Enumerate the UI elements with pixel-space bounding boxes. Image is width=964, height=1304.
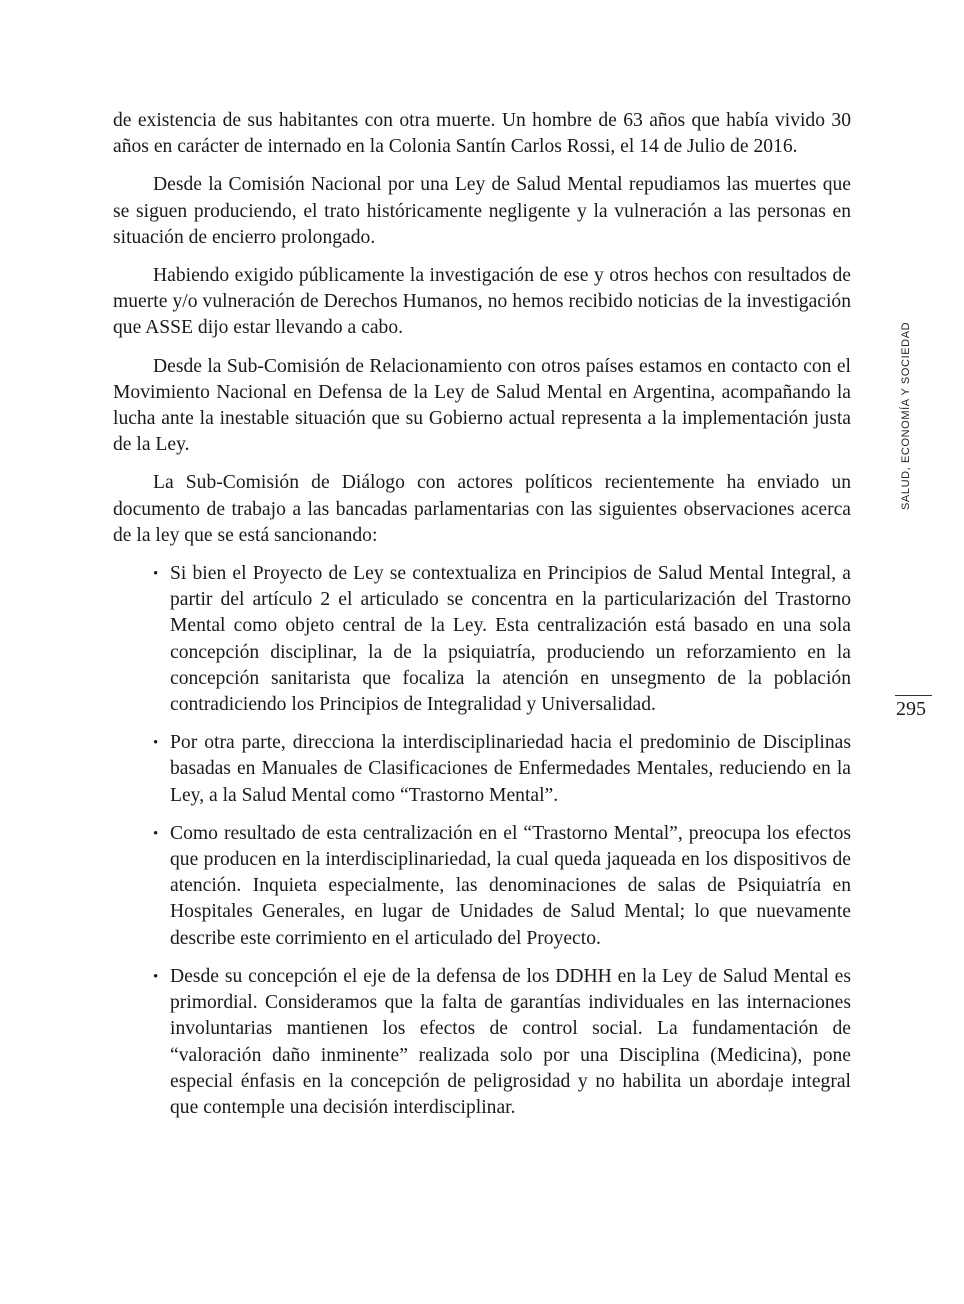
list-item-text: Por otra parte, direcciona la interdisciplinariedad hacia el predominio de Disciplinas basadas en Manuales de Clasificaciones de Enfermedades Mentales, reduciendo en la Ley, a la Salud Mental como “Trastorno Mental”. xyxy=(170,732,851,806)
paragraph-2: Desde la Comisión Nacional por una Ley de Salud Mental repudiamos las muertes que se siguen produciendo, el trato históricamente negligente y la vulneración a las personas en situación de encierro prolongado. xyxy=(113,174,851,248)
observations-list xyxy=(113,561,851,1121)
bullet-icon: • xyxy=(153,735,159,752)
list-item xyxy=(153,561,851,718)
page-number: 295 xyxy=(896,698,926,720)
bullet-icon: • xyxy=(153,566,159,583)
list-item xyxy=(153,730,851,809)
paragraph-3: Habiendo exigido públicamente la investigación de ese y otros hechos con resultados de muerte y/o vulneración de Derechos Humanos, no hemos recibido noticias de la investigación que ASSE dijo estar llevando a cabo. xyxy=(113,265,851,339)
list-item-text: Como resultado de esta centralización en el “Trastorno Mental”, preocupa los efectos que producen en la interdisciplinariedad, la cual queda jaqueada en los dispositivos de atención. Inquieta especialmente, las denominaciones de salas de Psiquiatría en Hospitales Generales, en lugar de Unidades de Salud Mental; lo que nuevamente describe este corrimiento en el articulado del Proyecto. xyxy=(170,822,851,949)
paragraph-1: de existencia de sus habitantes con otra muerte. Un hombre de 63 años que había vivido 30 años en carácter de internado en la Colonia Santín Carlos Rossi, el 14 de Julio de 2016. xyxy=(113,110,851,158)
list-item-text: Si bien el Proyecto de Ley se contextualiza en Principios de Salud Mental Integral, a partir del artículo 2 el articulado se concentra en la particularización del Trastorno Mental como objeto central de la Ley. Esta centralización está basado en una sola concepción disciplinar, la de la psiquiatría, produciendo un reforzamiento en la concepción sanitarista que focaliza la atención en unsegmento de la población contradiciendo los Principios de Integralidad y Universalidad. xyxy=(170,563,851,716)
page-body xyxy=(113,108,851,1133)
bullet-icon: • xyxy=(153,968,159,985)
page-number-rule xyxy=(895,695,932,696)
list-item xyxy=(153,821,851,952)
list-item xyxy=(153,964,851,1121)
running-head: SALUD, ECONOMÍA Y SOCIEDAD xyxy=(900,321,912,510)
paragraph-4: Desde la Sub-Comisión de Relacionamiento con otros países estamos en contacto con el Movimiento Nacional en Defensa de la Ley de Salud Mental en Argentina, acompañando la lucha ante la inestable situación que su Gobierno actual representa a la implementación justa de la Ley. xyxy=(113,355,851,456)
bullet-icon: • xyxy=(153,825,159,842)
paragraph-5: La Sub-Comisión de Diálogo con actores políticos recientemente ha enviado un documento de trabajo a las bancadas parlamentarias con las siguientes observaciones acerca de la ley que se está sancionando: xyxy=(113,472,851,546)
list-item-text: Desde su concepción el eje de la defensa de los DDHH en la Ley de Salud Mental es primordial. Consideramos que la falta de garantías individuales en las internaciones involuntarias mantienen los efectos de control social. La fundamentación de “valoración daño inminente” realizada solo por una Disciplina (Medicina), pone especial énfasis en la concepción de peligrosidad y no habilita un abordaje integral que contemple una decisión interdisciplinar. xyxy=(170,965,851,1118)
